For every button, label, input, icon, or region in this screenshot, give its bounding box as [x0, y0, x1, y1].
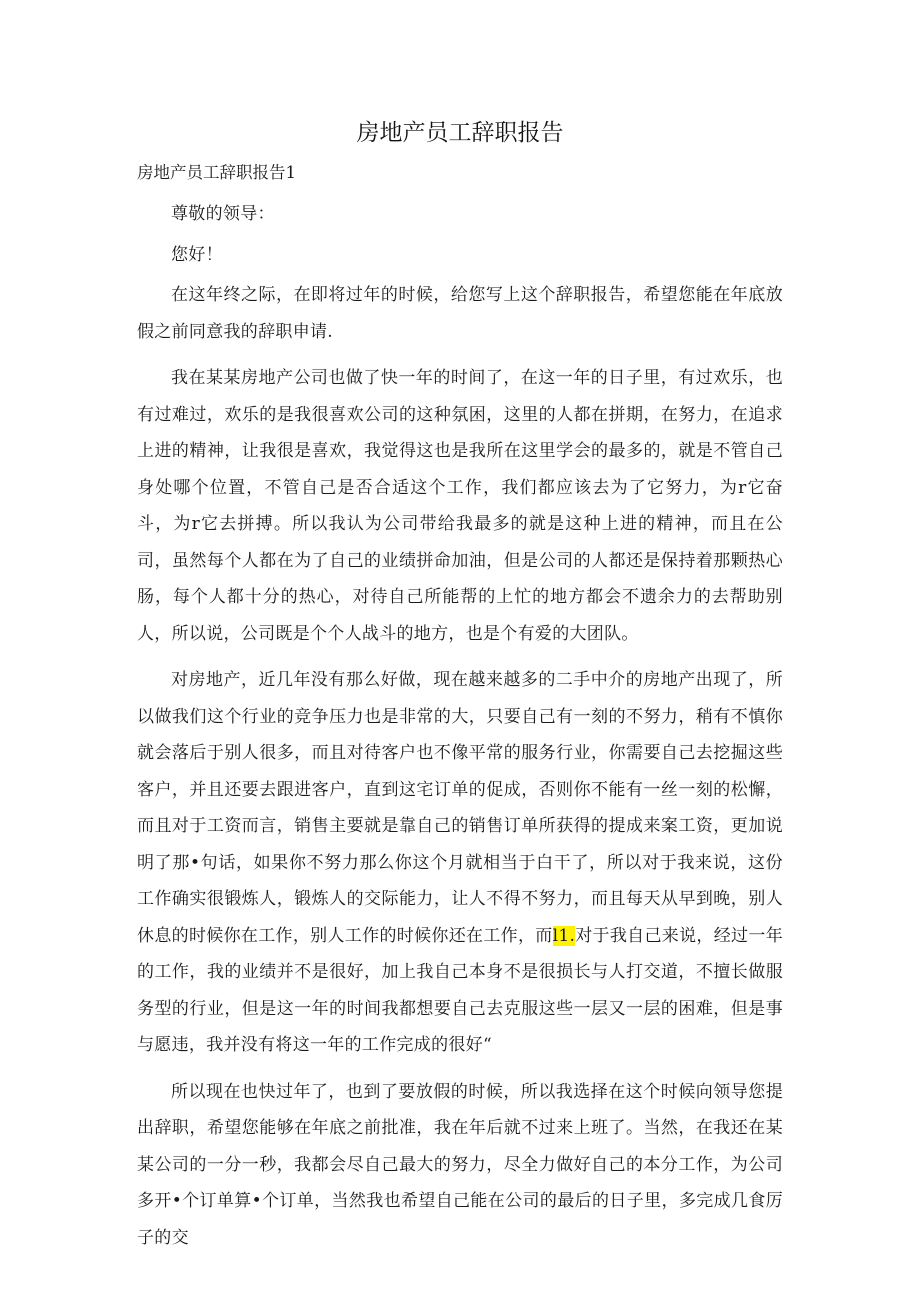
section-label: 房地产员工辞职报告1: [137, 163, 296, 182]
document-title: 房地产员工辞职报告: [356, 120, 564, 146]
paragraph-3: [137, 662, 783, 1064]
highlighted-text: l1.: [552, 925, 576, 946]
paragraph-3-part-2: 对于我自己来说，经过一年的工作，我的业绩并不是很好，加上我自己本身不是很损长与人打交道，不擅长做服务型的行业，但是这一年的时间我都想要自己去克服这些一层又一层的困难，但是事与愿违，我并没有将这一年的工作完成的很好“: [137, 925, 783, 1055]
greeting: 您好！: [171, 244, 223, 265]
paragraph-3-part-1: 对房地产，近几年没有那么好做，现在越来越多的二手中介的房地产出现了，所以做我们这个行业的竞争压力也是非常的大，只要自己有一刻的不努力，稍有不慎你就会落后于别人很多，而且对待客户也不像平常的服务行业，你需要自己去挖掘这些客户，并且还要去跟进客户，直到这宅订单的促成，否则你不能有一丝一刻的松懈，而且对于工资而言，销售主要就是靠自己的销售订单所获得的提成来案工资，更加说明了那•句话，如果你不努力那么你这个月就相当于白干了，所以对于我来说，这份工作确实很锻炼人，锻炼人的交际能力，让人不得不努力，而且每天从早到晚，别人休息的时候你在工作，别人工作的时候你还在工作，而: [137, 670, 783, 946]
salutation: 尊敬的领导：: [171, 204, 275, 224]
paragraph-1: 在这年终之际，在即将过年的时候，给您写上这个辞职报告，希望您能在年底放假之前同意我的辞职申请.: [137, 285, 783, 342]
paragraph-2: 我在某某房地产公司也做了快一年的时间了，在这一年的日子里，有过欢乐，也有过难过，欢乐的是我很喜欢公司的这种氛困，这里的人都在拼期，在努力，在追求上进的精神，让我很是喜欢，我觉得这也是我所在这里学会的最多的，就是不管自己身处哪个位置，不管自己是否合适这个工作，我们都应该去为了它努力，为r它奋斗，为r它去拼搏。所以我认为公司带给我最多的就是这种上进的精神，而且在公司，虽然每个人都在为了自己的业绩拼命加油，但是公司的人都还是保持着那颗热心肠，每个人都十分的热心，对待自己所能帮的上忙的地方都会不遗余力的去帮助别人，所以说，公司既是个个人战斗的地方，也是个有爱的大团队。: [137, 368, 783, 644]
paragraph-4: 所以现在也快过年了，也到了要放假的时候，所以我选择在这个时候向领导您提出辞职，希望您能够在年底之前批准，我在年后就不过来上班了。当然，在我还在某某公司的一分一秒，我都会尽自己最大的努力，尽全力做好自己的本分工作，为公司多开•个订单算•个订单，当然我也希望自己能在公司的最后的日子里，多完成几食厉子的交: [137, 1081, 783, 1248]
document-body: [137, 196, 783, 1266]
